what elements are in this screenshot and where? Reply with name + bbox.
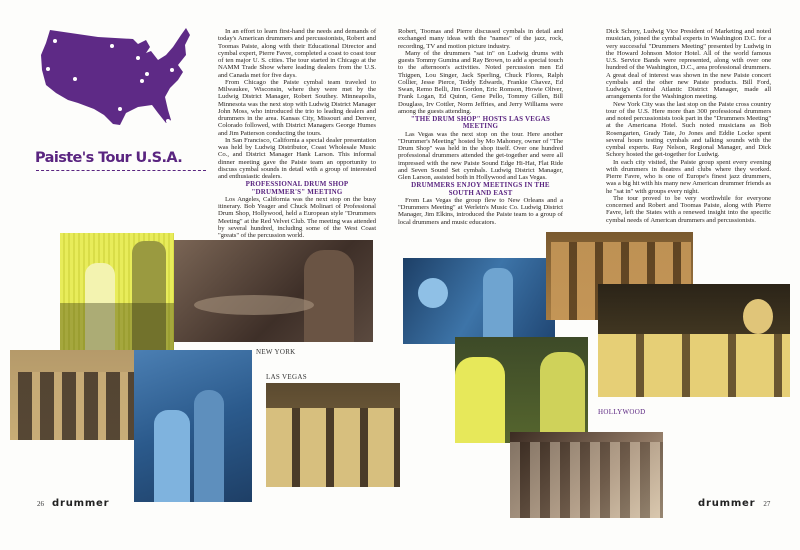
paragraph: The tour proved to be very worthwhile for everyone concerned and Robert and Toomas Paiste, along with Pierre Favre, left the States with a renewed insight into the specific cymbal needs of American drummers and percussionists. (606, 194, 771, 224)
photo-group-tan (10, 350, 150, 440)
paragraph: In each city visited, the Paiste group spent every evening with drummers in theatres and clubs where they worked. Pierre Favre, who is one of Europe's finest jazz drummers, was a big hit with his many new American drummer friends as he "sat in" with groups every night. (606, 158, 771, 195)
paragraph: New York City was the last stop on the Paiste cross country tour of the U.S. Here more than 300 professional drummers and noted percussionists took part in the "Drummers Meeting" at the Americana Hotel. Such noted musicians as Bob Rosengarten, Grady Tate, Jo Jones and Eddie Locke spent several hours testing cymbals and talking sounds with the cymbal experts. Ray Nelson, Regional Manager, and Dick Schory hosted the get-together for Ludwig. (606, 100, 771, 159)
paragraph: In San Francisco, California a special dealer presentation was held by Ludwig Distributor, Coast Wholesale Music Co., and District Manager Hank Larson. This informal dinner meeting gave the Paiste team an opportunity to discuss cymbal sounds in detail with a group of interested and enthusiastic dealers. (218, 136, 376, 180)
section-heading: "THE DRUM SHOP" HOSTS LAS VEGAS MEETING (410, 115, 551, 131)
photo-hollywood-group (598, 284, 790, 397)
photo-brown-crowd (510, 432, 663, 518)
text-column-3 (606, 28, 771, 224)
text-column-2 (398, 28, 563, 226)
article-title: Paiste's Tour U.S.A. (35, 150, 183, 166)
caption-hollywood: HOLLYWOOD (598, 408, 646, 416)
caption-las-vegas: LAS VEGAS (266, 373, 307, 381)
photo-yellow-drummers (60, 233, 174, 360)
paragraph: Dick Schory, Ludwig Vice President of Marketing and noted musician, joined the cymbal experts in Washington D.C. for a very successful "Drummers Meeting" presented by Ludwig in the Howard Johnson Motor Hotel. All of the world famous U.S. Service Bands were represented, along with over one hundred of the Washington, D.C., area professional drummers. A great deal of interest was shown in the new Paiste concert cymbals and the other new Paiste products. Bill Ford, Ludwig's Central Atlantic District Manager, made all arrangements for the Washington meeting. (606, 28, 771, 101)
page-footer-left (37, 498, 109, 509)
paragraph: Los Angeles, California was the next stop on the busy itinerary. Bob Yeager and Chuck Molinari of Professional Drum Shop, Hollywood, held a European style "Drummers Meeting" at the Red Velvet Club. The meeting was attended by several hundred, including some of the West Coast "greats" of the percussion world. (218, 195, 376, 240)
paragraph: From Chicago the Paiste cymbal team traveled to Milwaukee, Wisconsin, where they were met by the Ludwig District Manager, Robert Southey. Minneapolis, Minnesota was the next stop with Ludwig District Manager John Moss, who introduced the trio to leading dealers and drummers in the area. Kansas City, Missouri and Denver, Colorado followed, with District Managers George Humes and Jim Patterson conducting the tours. (218, 78, 376, 137)
photo-yellow-green-handshake (455, 337, 588, 443)
paragraph: In an effort to learn first-hand the needs and demands of today's American drummers and percussionists, Robert and Toomas Paiste, along with their Educational Director and cymbal expert, Pierre Favre, completed a coast to coast tour of ten major U. S. cities. The tour started in Chicago at the NAMM Trade Show where leading dealers from the U.S. and Canada met for five days. (218, 28, 376, 79)
page-footer-right (698, 498, 770, 509)
section-heading: DRUMMERS ENJOY MEETINGS IN THE SOUTH AND EAST (411, 181, 550, 197)
caption-new-york: NEW YORK (256, 348, 296, 356)
paragraph: From Las Vegas the group flew to New Orleans and a "Drummers Meeting" at Werlein's Music Co. Ludwig District Manager, Jim Elkins, introduced the Paiste team to a group of local drummers and music educators. (398, 196, 563, 226)
paragraph: Las Vegas was the next stop on the tour. Here another "Drummer's Meeting" hosted by Mo Mahoney, owner of "The Drum Shop" was held in the shop itself. Over one hundred professional drummers attended the get-together and were all impressed with the new Paiste Sound Edge Hi-Hat, Flat Ride and Seven Sound Set cymbals. Ludwig District Manager, Glen Larson, assisted both in Hollywood and Las Vegas. (398, 130, 563, 182)
magazine-logo: drummer (52, 498, 110, 509)
magazine-logo: drummer (698, 498, 756, 509)
text-column-1 (218, 28, 376, 239)
photo-new-york-drummer (174, 240, 373, 342)
title-underline (36, 170, 206, 171)
photo-blue-group (134, 350, 252, 502)
paragraph: Robert, Toomas and Pierre discussed cymbals in detail and exchanged many ideas with the "names" of the jazz, rock, recording, TV and motion picture industry. (398, 28, 563, 50)
section-heading: PROFESSIONAL DRUM SHOP "DRUMMER'S" MEETING (245, 180, 349, 196)
page-number: 27 (763, 500, 771, 508)
photo-las-vegas-group (266, 383, 400, 487)
usa-map-illustration (38, 25, 193, 135)
paragraph: Many of the drummers "sat in" on Ludwig drums with guests Tommy Gumina and Ray Brown, to add a special touch to the afternoon's activities. Noted percussion men Ed Thigpen, Lou Singer, Jack Sperling, Chuck Flores, Ralph Collier, Jesse Pierce, Teddy Edwards, Frankie Chavez, Ed Swan, Remo Belli, Jim Gordon, Eric Romson, Howie Oliver, Frank Logan, Ed Quinn, Gene Pello, Tommy Gillen, Bill Douglass, Irv Cottler, Norm Jeffries, and Jerry Williams were among the guests attending. (398, 49, 563, 115)
photo-blue-stage (403, 258, 555, 344)
page-number: 26 (37, 500, 44, 508)
right-page (400, 0, 800, 550)
